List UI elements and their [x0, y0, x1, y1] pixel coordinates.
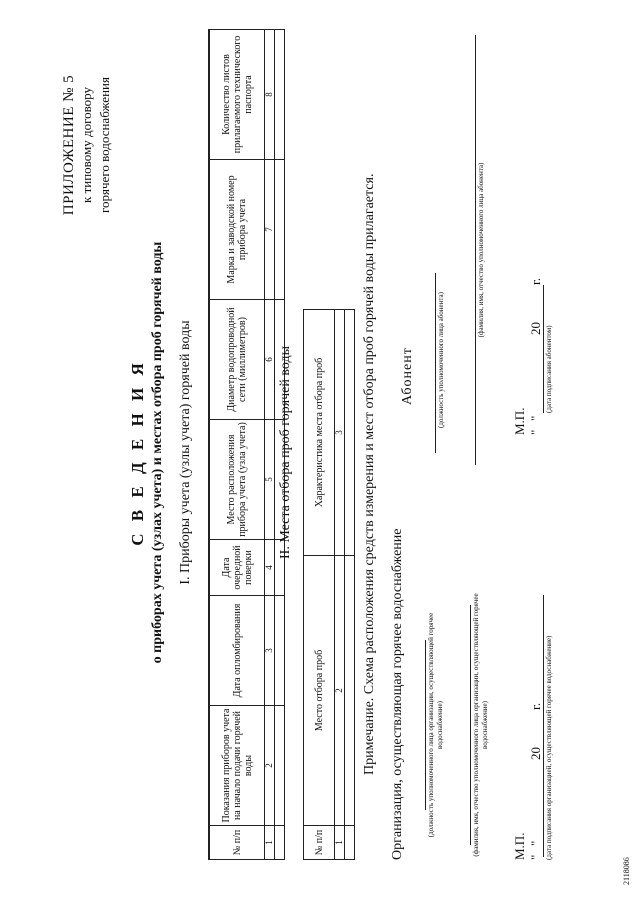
column-number: 1 [335, 826, 345, 860]
header-cell: № п/п [304, 826, 335, 860]
sampling-points-table [303, 309, 355, 860]
appendix-line-3: горячего водоснабжения [97, 77, 112, 213]
section-1-title: I. Приборы учета (узлы учета) горячей воды [178, 320, 193, 585]
column-number: 3 [265, 596, 275, 706]
subscriber-name-line [475, 35, 476, 465]
header-cell: Характеристика места отбора проб [304, 310, 335, 556]
column-number-row [265, 30, 275, 860]
subscriber-name-caption: (фамилия, имя, отчество уполномоченного лица абонента) [477, 162, 485, 338]
column-number: 2 [335, 556, 345, 826]
column-number: 8 [265, 30, 275, 160]
column-number: 7 [265, 160, 275, 300]
date-quote-close: " [528, 415, 543, 421]
table-row [345, 310, 355, 860]
organization-position-caption: (должность уполномоченного лица организации, осуществляющей горячее водоснабжение) [427, 612, 444, 838]
subscriber-position-caption: (должность уполномоченного лица абонента) [437, 292, 445, 428]
subscriber-date-line [528, 235, 544, 435]
column-number: 3 [335, 310, 345, 556]
organization-name-caption: (фамилия, имя, отчество уполномоченного лица организации, осуществляющей горячее водоснабжение) [472, 593, 489, 857]
meters-table [208, 29, 285, 860]
header-cell: Дата опломбирования [209, 596, 265, 706]
date-year-suffix: г. [528, 702, 543, 710]
appendix-header [60, 25, 114, 265]
subscriber-date-caption: (дата подписания абонентом) [545, 325, 553, 413]
note-text: Примечание. Схема расположения средств измерения и мест отбора проб горячей воды прилагается. [362, 173, 377, 775]
table-header-row [209, 30, 265, 860]
organization-date-caption: (дата подписания организацией, осуществляющей горячее водоснабжение) [545, 635, 553, 860]
table-header-row [304, 310, 335, 860]
column-number: 6 [265, 300, 275, 420]
header-cell: Марка и заводской номер прибора учета [209, 160, 265, 300]
header-cell: Дата очередной поверки [209, 540, 265, 596]
header-cell: Количество листов прилагаемого технического паспорта [209, 30, 265, 160]
organization-position-line [425, 640, 426, 810]
organization-date-rule [543, 595, 544, 857]
table-cell [345, 826, 355, 860]
column-number: 2 [265, 706, 275, 826]
header-cell: Показания приборов учета на начало подачи горячей воды [209, 706, 265, 826]
date-year-suffix: г. [528, 277, 543, 285]
header-cell: Диаметр водопроводной сети (миллиметров) [209, 300, 265, 420]
table-cell [345, 556, 355, 826]
table-cell [345, 310, 355, 556]
date-quote-close: " [528, 840, 543, 846]
document-subtitle: о приборах учета (узлах учета) и местах отбора проб горячей воды [150, 241, 165, 664]
section-2-title: II. Места отбора проб горячей воды [278, 346, 293, 559]
document-code: 2118086 [622, 857, 631, 885]
organization-stamp-label: М.П. [512, 832, 527, 860]
column-number: 4 [265, 540, 275, 596]
header-cell: Место расположения прибора учета (узла учета) [209, 420, 265, 540]
date-year-prefix: 20 [528, 747, 543, 760]
column-number: 1 [265, 826, 275, 860]
date-year-prefix: 20 [528, 322, 543, 335]
subscriber-position-line [435, 273, 436, 453]
date-quote-open: " [528, 429, 543, 435]
subscriber-date-rule [543, 285, 544, 413]
organization-title: Организация, осуществляющая горячее водоснабжение [390, 528, 405, 860]
document-title: С В Е Д Е Н И Я [128, 359, 147, 546]
subscriber-stamp-label: М.П. [512, 407, 527, 435]
header-cell: Место отбора проб [304, 556, 335, 826]
subscriber-title: Абонент [400, 347, 415, 405]
column-number-row [335, 310, 345, 860]
appendix-line-2: к типовому договору [79, 87, 94, 203]
column-number: 5 [265, 420, 275, 540]
appendix-title: ПРИЛОЖЕНИЕ № 5 [61, 74, 77, 216]
organization-name-line [470, 605, 471, 845]
header-cell: № п/п [209, 826, 265, 860]
organization-date-line [528, 560, 544, 860]
date-quote-open: " [528, 854, 543, 860]
